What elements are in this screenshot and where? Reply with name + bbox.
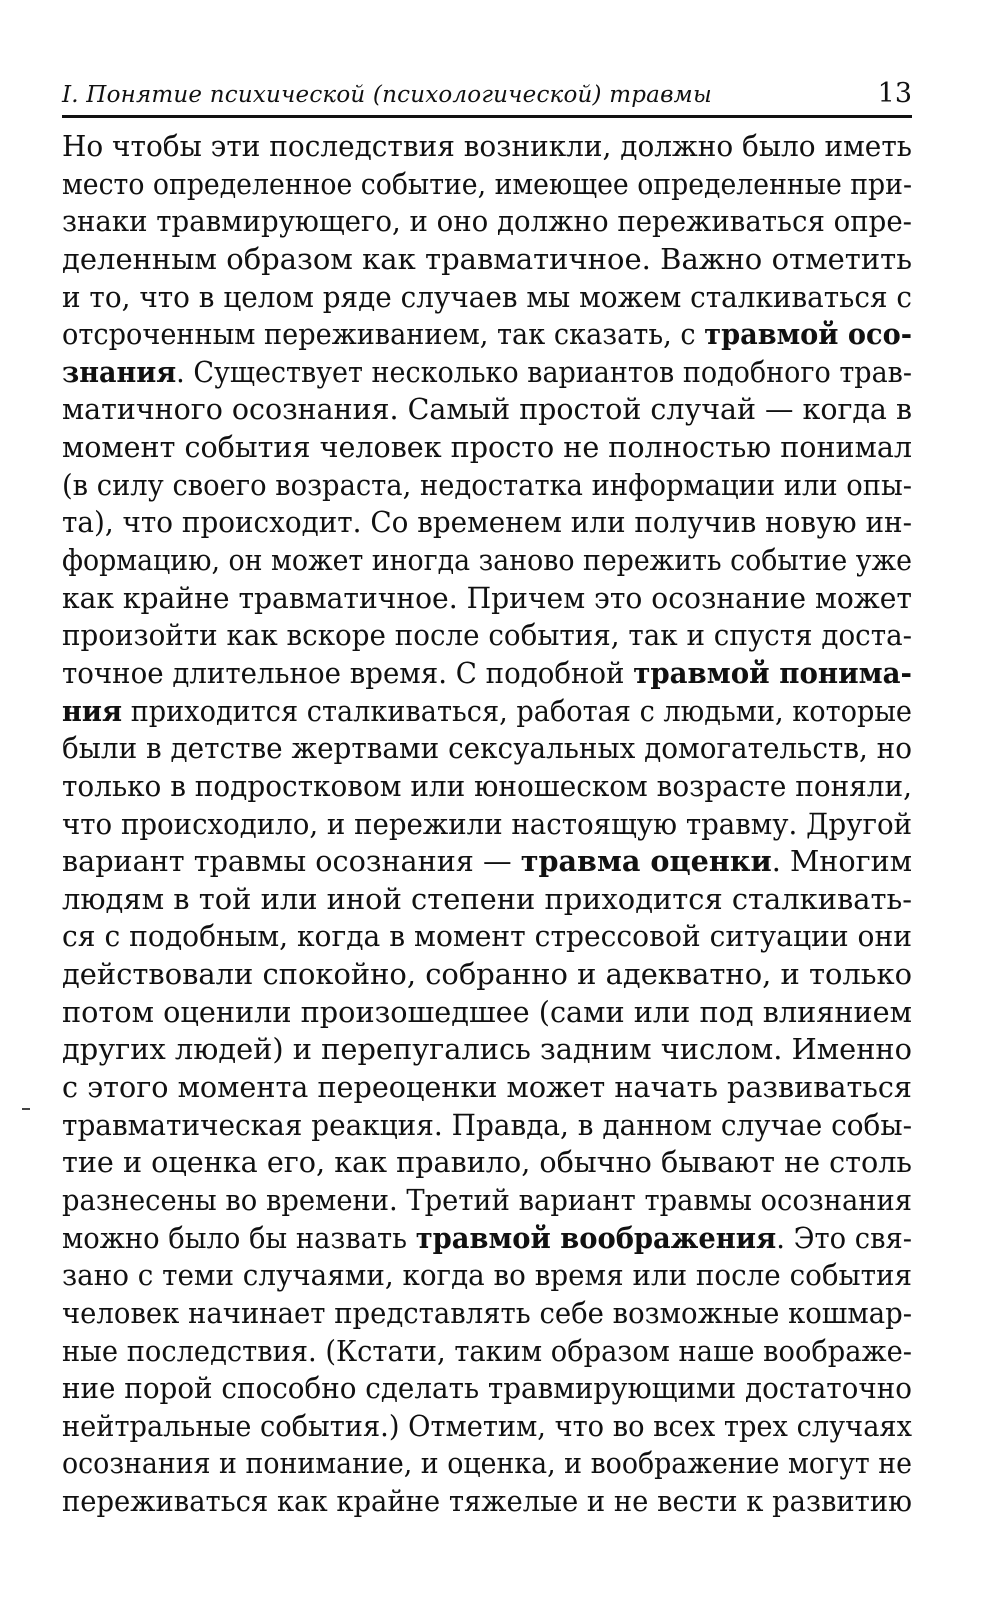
text-run: произойти как вскоре после события, так и спустя доста- [62, 618, 912, 653]
bold-term: травма оценки [520, 844, 772, 879]
text-run: осознания и понимание, и оценка, и воображение могут не [62, 1446, 912, 1481]
text-run: как крайне травматичное. Причем это осознание может [62, 580, 912, 615]
text-line [62, 1295, 912, 1333]
text-run: ние порой способно сделать травмирующими достаточно [62, 1371, 912, 1406]
text-run: людям в той или иной степени приходится сталкивать- [62, 881, 912, 916]
text-run: та), что происходит. Со временем или получив новую ин- [62, 505, 912, 540]
text-run: с этого момента переоценки может начать развиваться [62, 1070, 912, 1105]
text-line [62, 1483, 912, 1521]
text-line [62, 1408, 912, 1446]
text-line [62, 1107, 912, 1145]
text-run: момент события человек просто не полностью понимал [62, 430, 912, 465]
text-line [62, 1144, 912, 1182]
text-line [62, 241, 912, 279]
text-line [62, 166, 912, 204]
text-run: зано с теми случаями, когда во время или после события [62, 1258, 912, 1293]
text-line [62, 1445, 912, 1483]
text-line [62, 1333, 912, 1371]
bold-term: ния [62, 693, 123, 728]
text-run: Но чтобы эти последствия возникли, должно было иметь [62, 129, 912, 163]
text-line [62, 881, 912, 919]
text-line [62, 1370, 912, 1408]
text-line [62, 580, 912, 618]
page-number: 13 [877, 78, 912, 109]
text-line [62, 354, 912, 392]
text-run: (в силу своего возраста, недостатка информации или опы- [62, 467, 912, 502]
text-run: . Многим [771, 844, 912, 879]
text-run: и то, что в целом ряде случаев мы можем сталкиваться с [62, 279, 912, 314]
text-run: место определенное событие, имеющее определенные при- [62, 166, 912, 201]
text-line [62, 1220, 912, 1258]
text-line [62, 316, 912, 354]
text-line [62, 1069, 912, 1107]
text-line [62, 730, 912, 768]
text-line [62, 956, 912, 994]
text-line [62, 693, 912, 731]
text-run: точное длительное время. С подобной [62, 655, 634, 690]
text-run: . Это свя- [776, 1220, 912, 1255]
text-run: разнесены во времени. Третий вариант травмы осознания [62, 1182, 912, 1217]
bold-term: травмой осо- [704, 317, 912, 352]
bold-term: травмой воображения [415, 1220, 777, 1255]
text-run: можно было бы назвать [62, 1220, 416, 1255]
bold-term: знания [62, 354, 177, 389]
text-line [62, 542, 912, 580]
text-run: человек начинает представлять себе возможные кошмар- [62, 1295, 912, 1330]
text-run: матичного осознания. Самый простой случай — когда в [62, 392, 912, 427]
text-run: других людей) и перепугались задним числом. Именно [62, 1032, 912, 1067]
text-line [62, 203, 912, 241]
text-line [62, 504, 912, 542]
text-run: только в подростковом или юношеском возрасте поняли, [62, 768, 912, 803]
text-line [62, 617, 912, 655]
text-line [62, 391, 912, 429]
header-rule [62, 115, 912, 118]
text-run: деленным образом как травматичное. Важно отметить [62, 241, 912, 276]
text-run: были в детстве жертвами сексуальных домогательств, но [62, 731, 912, 766]
text-run: травматическая реакция. Правда, в данном случае собы- [62, 1107, 912, 1142]
text-line [62, 1031, 912, 1069]
text-run: отсроченным переживанием, так сказать, с [62, 317, 705, 352]
text-line [62, 655, 912, 693]
text-run: знаки травмирующего, и оно должно переживаться опре- [62, 204, 912, 239]
text-run: переживаться как крайне тяжелые и не вести к развитию [62, 1484, 912, 1519]
text-line [62, 1182, 912, 1220]
text-line [62, 1257, 912, 1295]
bold-term: травмой понима- [633, 655, 912, 690]
text-run: ные последствия. (Кстати, таким образом наше воображе- [62, 1333, 912, 1368]
text-run: ся с подобным, когда в момент стрессовой ситуации они [62, 919, 912, 954]
text-run: действовали спокойно, собранно и адекватно, и только [62, 957, 912, 992]
text-run: формацию, он может иногда заново пережить событие уже [62, 543, 912, 578]
text-run: приходится сталкиваться, работая с людьми, которые [122, 693, 913, 728]
margin-mark [22, 1108, 30, 1110]
text-run: нейтральные события.) Отметим, что во всех трех случаях [62, 1408, 912, 1443]
text-run: потом оценили произошедшее (сами или под влиянием [62, 994, 912, 1029]
chapter-running-title: I. Понятие психической (психологической) травмы [62, 82, 712, 108]
text-run: . Существует несколько вариантов подобного трав- [176, 354, 913, 389]
running-head [62, 74, 912, 114]
text-line [62, 843, 912, 881]
text-line [62, 279, 912, 317]
text-line [62, 768, 912, 806]
text-line [62, 918, 912, 956]
body-text [62, 128, 912, 1521]
text-line [62, 467, 912, 505]
text-run: тие и оценка его, как правило, обычно бывают не столь [62, 1145, 912, 1180]
text-line [62, 128, 912, 166]
text-run: что происходило, и пережили настоящую травму. Другой [62, 806, 912, 841]
text-line [62, 429, 912, 467]
text-run: вариант травмы осознания — [62, 844, 521, 879]
text-line [62, 994, 912, 1032]
text-line [62, 806, 912, 844]
